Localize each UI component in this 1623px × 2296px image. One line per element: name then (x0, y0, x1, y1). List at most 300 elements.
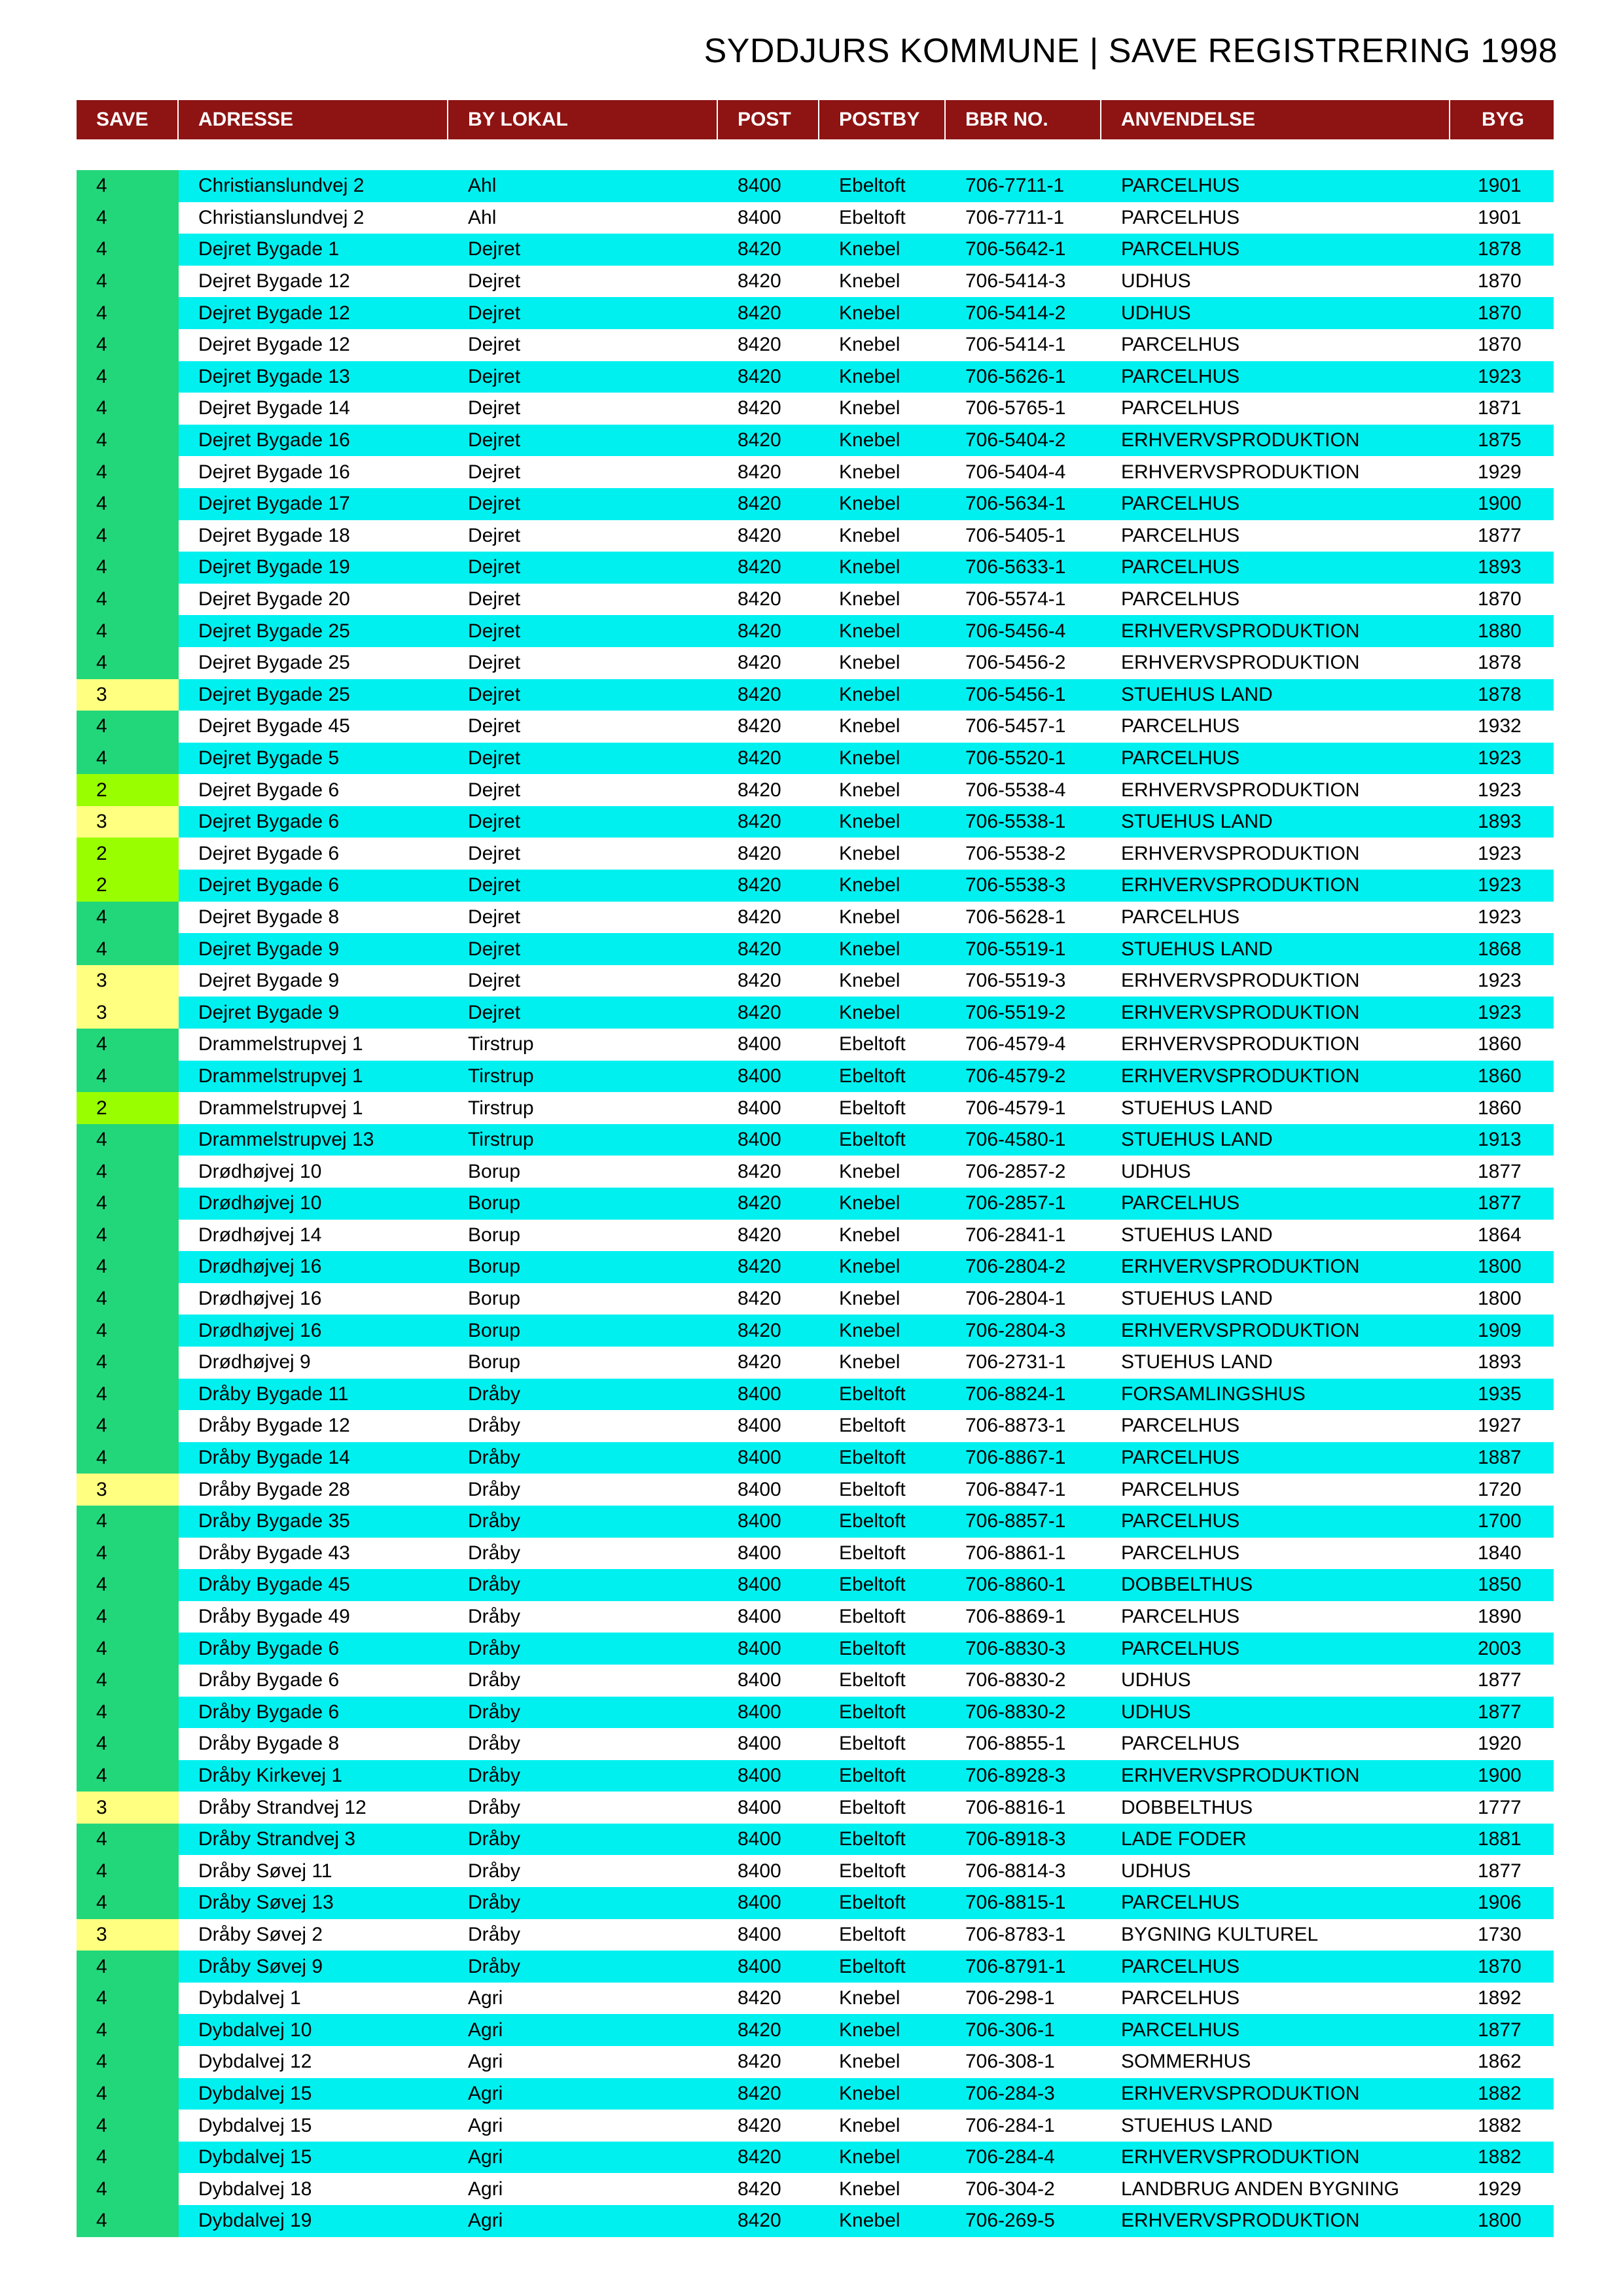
cell-anvendelse: PARCELHUS (1121, 1606, 1240, 1628)
table-row[interactable] (77, 1410, 1554, 1442)
table-row[interactable] (77, 1251, 1554, 1283)
table-row[interactable] (77, 552, 1554, 584)
cell-anvendelse: ERHVERVSPRODUKTION (1121, 842, 1360, 864)
cell-bbr-no: 706-8783-1 (965, 1923, 1066, 1945)
cell-bbr-no: 706-8928-3 (965, 1764, 1066, 1786)
table-row[interactable] (77, 1092, 1554, 1124)
cell-byg: 1870 (1478, 302, 1522, 324)
table-row[interactable] (77, 743, 1554, 775)
cell-bbr-no: 706-8873-1 (965, 1415, 1066, 1437)
header-save[interactable]: SAVE (77, 100, 179, 139)
cell-anvendelse: PARCELHUS (1121, 206, 1240, 228)
cell-adresse: Dejret Bygade 9 (198, 970, 340, 992)
table-row[interactable] (77, 1919, 1554, 1951)
cell-post: 8420 (738, 524, 781, 546)
cell-adresse: Dråby Bygade 43 (198, 1542, 350, 1564)
cell-save: 4 (77, 1379, 179, 1411)
table-row[interactable] (77, 933, 1554, 965)
cell-bbr-no: 706-8830-2 (965, 1701, 1066, 1723)
table-row[interactable] (77, 1442, 1554, 1474)
cell-save: 4 (77, 488, 179, 520)
table-row[interactable] (77, 329, 1554, 361)
cell-post: 8420 (738, 2146, 781, 2168)
cell-post: 8400 (738, 1415, 781, 1437)
cell-by-lokal: Dejret (468, 683, 521, 705)
table-row[interactable] (77, 266, 1554, 298)
cell-save: 4 (77, 2142, 179, 2174)
cell-byg: 1870 (1478, 1955, 1522, 1977)
cell-anvendelse: PARCELHUS (1121, 1510, 1240, 1532)
table-row[interactable] (77, 2046, 1554, 2078)
cell-adresse: Dråby Bygade 11 (198, 1383, 349, 1405)
cell-postby: Knebel (839, 2051, 901, 2073)
cell-by-lokal: Dråby (468, 1923, 521, 1945)
table-row[interactable] (77, 774, 1554, 806)
cell-post: 8420 (738, 397, 781, 419)
cell-postby: Ebeltoft (839, 1383, 906, 1405)
cell-anvendelse: PARCELHUS (1121, 238, 1240, 260)
cell-anvendelse: ERHVERVSPRODUKTION (1121, 2146, 1360, 2168)
cell-save: 4 (77, 1410, 179, 1442)
header-by-lokal[interactable]: BY LOKAL (448, 100, 718, 139)
cell-anvendelse: PARCELHUS (1121, 334, 1240, 356)
cell-bbr-no: 706-8860-1 (965, 1574, 1066, 1596)
cell-adresse: Drødhøjvej 16 (198, 1256, 322, 1278)
table-row[interactable] (77, 1029, 1554, 1061)
cell-anvendelse: STUEHUS LAND (1121, 1224, 1273, 1246)
cell-anvendelse: UDHUS (1121, 270, 1191, 292)
table-row[interactable] (77, 393, 1554, 425)
table-row[interactable] (77, 1379, 1554, 1411)
cell-byg: 1920 (1478, 1733, 1522, 1755)
table-row[interactable] (77, 965, 1554, 997)
cell-byg: 1840 (1478, 1542, 1522, 1564)
cell-by-lokal: Dejret (468, 970, 521, 992)
cell-by-lokal: Dejret (468, 302, 521, 324)
cell-save: 4 (77, 456, 179, 488)
cell-by-lokal: Borup (468, 1224, 521, 1246)
cell-adresse: Dejret Bygade 16 (198, 429, 350, 451)
cell-by-lokal: Agri (468, 2114, 503, 2136)
cell-bbr-no: 706-5414-3 (965, 270, 1066, 292)
cell-bbr-no: 706-2841-1 (965, 1224, 1066, 1246)
cell-adresse: Dråby Bygade 14 (198, 1447, 350, 1469)
cell-post: 8400 (738, 1033, 781, 1055)
table-row[interactable] (77, 1220, 1554, 1252)
cell-postby: Knebel (839, 779, 901, 801)
cell-byg: 1932 (1478, 715, 1522, 737)
cell-byg: 1877 (1478, 1701, 1522, 1723)
cell-save: 4 (77, 615, 179, 647)
cell-anvendelse: PARCELHUS (1121, 1987, 1240, 2009)
cell-byg: 1882 (1478, 2146, 1522, 2168)
cell-postby: Knebel (839, 556, 901, 578)
table-row[interactable] (77, 1887, 1554, 1919)
cell-save: 4 (77, 1665, 179, 1697)
cell-postby: Ebeltoft (839, 1955, 906, 1977)
cell-anvendelse: STUEHUS LAND (1121, 2114, 1273, 2136)
table-row[interactable] (77, 234, 1554, 266)
cell-adresse: Dejret Bygade 16 (198, 461, 350, 483)
cell-anvendelse: ERHVERVSPRODUKTION (1121, 1065, 1360, 1087)
cell-by-lokal: Dråby (468, 1574, 521, 1596)
cell-by-lokal: Dejret (468, 493, 521, 515)
cell-post: 8420 (738, 874, 781, 896)
cell-postby: Knebel (839, 493, 901, 515)
cell-by-lokal: Agri (468, 2146, 503, 2168)
table-row[interactable] (77, 1474, 1554, 1506)
cell-byg: 1923 (1478, 842, 1522, 864)
table-row[interactable] (77, 1951, 1554, 1983)
cell-save: 4 (77, 361, 179, 393)
cell-by-lokal: Dråby (468, 1542, 521, 1564)
cell-byg: 1877 (1478, 2019, 1522, 2041)
header-post[interactable]: POST (718, 100, 819, 139)
header-byg[interactable]: BYG (1482, 109, 1525, 130)
table-row[interactable] (77, 1824, 1554, 1856)
table-row[interactable] (77, 1855, 1554, 1887)
cell-adresse: Christianslundvej 2 (198, 206, 365, 228)
cell-postby: Ebeltoft (839, 1701, 906, 1723)
cell-postby: Knebel (839, 811, 901, 833)
cell-anvendelse: ERHVERVSPRODUKTION (1121, 652, 1360, 674)
table-row[interactable] (77, 838, 1554, 870)
cell-post: 8420 (738, 938, 781, 960)
cell-byg: 1909 (1478, 1319, 1522, 1341)
table-row[interactable] (77, 711, 1554, 743)
cell-post: 8400 (738, 1637, 781, 1659)
cell-by-lokal: Borup (468, 1351, 521, 1373)
table-row[interactable] (77, 1760, 1554, 1792)
table-row[interactable] (77, 361, 1554, 393)
cell-adresse: Dejret Bygade 25 (198, 683, 350, 705)
cell-bbr-no: 706-7711-1 (965, 206, 1065, 228)
cell-save: 4 (77, 1061, 179, 1093)
table-row[interactable] (77, 456, 1554, 488)
cell-byg: 1887 (1478, 1447, 1522, 1469)
table-row[interactable] (77, 2078, 1554, 2110)
table-row[interactable] (77, 2142, 1554, 2174)
cell-postby: Ebeltoft (839, 1510, 906, 1532)
cell-anvendelse: ERHVERVSPRODUKTION (1121, 1319, 1360, 1341)
cell-save: 4 (77, 2046, 179, 2078)
cell-adresse: Dybdalvej 10 (198, 2019, 312, 2041)
table-row[interactable] (77, 1124, 1554, 1156)
cell-post: 8420 (738, 1288, 781, 1310)
cell-anvendelse: PARCELHUS (1121, 1447, 1240, 1469)
cell-bbr-no: 706-5626-1 (965, 365, 1066, 387)
cell-postby: Knebel (839, 683, 901, 705)
cell-bbr-no: 706-8861-1 (965, 1542, 1066, 1564)
cell-post: 8420 (738, 1319, 781, 1341)
cell-byg: 1923 (1478, 1001, 1522, 1023)
cell-anvendelse: UDHUS (1121, 302, 1191, 324)
cell-adresse: Dejret Bygade 12 (198, 334, 350, 356)
table-row[interactable] (77, 870, 1554, 902)
cell-save: 4 (77, 1824, 179, 1856)
cell-byg: 1870 (1478, 334, 1522, 356)
cell-post: 8400 (738, 1828, 781, 1850)
cell-by-lokal: Dråby (468, 1701, 521, 1723)
cell-save: 4 (77, 2205, 179, 2237)
cell-post: 8400 (738, 1542, 781, 1564)
table-row[interactable] (77, 1156, 1554, 1188)
cell-byg: 2003 (1478, 1637, 1522, 1659)
table-row[interactable] (77, 679, 1554, 711)
cell-postby: Ebeltoft (839, 206, 906, 228)
header-bbr-no[interactable]: BBR NO. (946, 100, 1101, 139)
cell-save: 2 (77, 774, 179, 806)
cell-postby: Knebel (839, 588, 901, 610)
cell-byg: 1870 (1478, 270, 1522, 292)
cell-anvendelse: BYGNING KULTUREL (1121, 1923, 1319, 1945)
cell-adresse: Dejret Bygade 6 (198, 874, 340, 896)
header-adresse[interactable]: ADRESSE (179, 100, 448, 139)
cell-adresse: Dråby Søvej 9 (198, 1955, 323, 1977)
table-row[interactable] (77, 1283, 1554, 1315)
cell-by-lokal: Dråby (468, 1764, 521, 1786)
table-row[interactable] (77, 1665, 1554, 1697)
cell-postby: Knebel (839, 842, 901, 864)
table-row[interactable] (77, 1601, 1554, 1633)
cell-byg: 1900 (1478, 493, 1522, 515)
cell-byg: 1923 (1478, 747, 1522, 769)
cell-byg: 1720 (1478, 1478, 1522, 1500)
cell-by-lokal: Borup (468, 1160, 521, 1182)
cell-post: 8420 (738, 1001, 781, 1023)
cell-postby: Knebel (839, 270, 901, 292)
header-postby[interactable]: POSTBY (819, 100, 946, 139)
cell-bbr-no: 706-5633-1 (965, 556, 1066, 578)
table-row[interactable] (77, 806, 1554, 838)
cell-bbr-no: 706-4580-1 (965, 1129, 1066, 1151)
cell-save: 4 (77, 1315, 179, 1347)
cell-adresse: Dejret Bygade 12 (198, 270, 350, 292)
cell-post: 8420 (738, 1351, 781, 1373)
cell-adresse: Drødhøjvej 9 (198, 1351, 311, 1373)
cell-post: 8400 (738, 1510, 781, 1532)
cell-by-lokal: Dejret (468, 588, 521, 610)
cell-adresse: Dejret Bygade 6 (198, 811, 340, 833)
table-row[interactable] (77, 584, 1554, 616)
table-row[interactable] (77, 2014, 1554, 2046)
cell-byg: 1906 (1478, 1892, 1522, 1914)
cell-adresse: Drødhøjvej 16 (198, 1288, 322, 1310)
table-row[interactable] (77, 1983, 1554, 2015)
cell-post: 8420 (738, 2178, 781, 2200)
table-row[interactable] (77, 297, 1554, 329)
cell-save: 4 (77, 266, 179, 298)
cell-save: 3 (77, 1919, 179, 1951)
cell-postby: Knebel (839, 2019, 901, 2041)
table-row[interactable] (77, 1697, 1554, 1729)
cell-adresse: Dråby Strandvej 12 (198, 1796, 366, 1818)
cell-by-lokal: Dejret (468, 747, 521, 769)
cell-by-lokal: Dråby (468, 1606, 521, 1628)
cell-by-lokal: Dråby (468, 1383, 521, 1405)
cell-anvendelse: PARCELHUS (1121, 1733, 1240, 1755)
cell-anvendelse: ERHVERVSPRODUKTION (1121, 2082, 1360, 2104)
cell-by-lokal: Tirstrup (468, 1097, 534, 1119)
cell-byg: 1923 (1478, 970, 1522, 992)
cell-anvendelse: PARCELHUS (1121, 715, 1240, 737)
cell-bbr-no: 706-308-1 (965, 2051, 1055, 2073)
cell-anvendelse: PARCELHUS (1121, 1478, 1240, 1500)
table-row[interactable] (77, 1633, 1554, 1665)
cell-byg: 1913 (1478, 1129, 1522, 1151)
table-row[interactable] (77, 647, 1554, 679)
cell-by-lokal: Tirstrup (468, 1129, 534, 1151)
cell-by-lokal: Dråby (468, 1510, 521, 1532)
cell-save: 3 (77, 679, 179, 711)
cell-postby: Ebeltoft (839, 1828, 906, 1850)
cell-postby: Knebel (839, 652, 901, 674)
cell-byg: 1935 (1478, 1383, 1522, 1405)
cell-by-lokal: Dejret (468, 524, 521, 546)
cell-byg: 1923 (1478, 779, 1522, 801)
table-row[interactable] (77, 1538, 1554, 1570)
cell-post: 8420 (738, 270, 781, 292)
table-row[interactable] (77, 615, 1554, 647)
cell-postby: Knebel (839, 397, 901, 419)
cell-save: 4 (77, 1442, 179, 1474)
cell-post: 8400 (738, 1097, 781, 1119)
cell-by-lokal: Dejret (468, 556, 521, 578)
cell-byg: 1900 (1478, 1764, 1522, 1786)
cell-bbr-no: 706-304-2 (965, 2178, 1055, 2200)
cell-post: 8420 (738, 1192, 781, 1214)
cell-postby: Knebel (839, 874, 901, 896)
cell-by-lokal: Dejret (468, 938, 521, 960)
cell-anvendelse: ERHVERVSPRODUKTION (1121, 1033, 1360, 1055)
cell-adresse: Dejret Bygade 9 (198, 938, 340, 960)
cell-bbr-no: 706-7711-1 (965, 175, 1065, 197)
cell-bbr-no: 706-2804-1 (965, 1288, 1066, 1310)
header-anvendelse[interactable]: ANVENDELSE (1101, 100, 1450, 139)
cell-save: 4 (77, 743, 179, 775)
cell-adresse: Dybdalvej 15 (198, 2082, 312, 2104)
cell-post: 8420 (738, 2114, 781, 2136)
cell-save: 4 (77, 1156, 179, 1188)
cell-by-lokal: Dejret (468, 365, 521, 387)
table-row[interactable] (77, 2110, 1554, 2142)
cell-by-lokal: Dejret (468, 334, 521, 356)
cell-bbr-no: 706-284-3 (965, 2082, 1055, 2104)
cell-adresse: Dråby Søvej 2 (198, 1923, 323, 1945)
cell-adresse: Dråby Strandvej 3 (198, 1828, 356, 1850)
table-row[interactable] (77, 1728, 1554, 1760)
cell-byg: 1800 (1478, 1288, 1522, 1310)
cell-post: 8420 (738, 747, 781, 769)
table-row[interactable] (77, 997, 1554, 1029)
table-row[interactable] (77, 1347, 1554, 1379)
table-row[interactable] (77, 1506, 1554, 1538)
cell-bbr-no: 706-5642-1 (965, 238, 1066, 260)
cell-anvendelse: STUEHUS LAND (1121, 938, 1273, 960)
cell-save: 4 (77, 552, 179, 584)
cell-anvendelse: PARCELHUS (1121, 1192, 1240, 1214)
cell-byg: 1880 (1478, 620, 1522, 642)
table-row[interactable] (77, 488, 1554, 520)
cell-anvendelse: DOBBELTHUS (1121, 1796, 1253, 1818)
cell-postby: Knebel (839, 1288, 901, 1310)
table-row[interactable] (77, 520, 1554, 552)
cell-byg: 1890 (1478, 1606, 1522, 1628)
cell-save: 4 (77, 647, 179, 679)
cell-byg: 1881 (1478, 1828, 1522, 1850)
table-row[interactable] (77, 1061, 1554, 1093)
cell-by-lokal: Agri (468, 1987, 503, 2009)
cell-postby: Knebel (839, 620, 901, 642)
cell-adresse: Drammelstrupvej 1 (198, 1065, 363, 1087)
cell-bbr-no: 706-8830-3 (965, 1637, 1066, 1659)
cell-postby: Ebeltoft (839, 1923, 906, 1945)
cell-anvendelse: ERHVERVSPRODUKTION (1121, 620, 1360, 642)
cell-adresse: Drammelstrupvej 1 (198, 1097, 363, 1119)
cell-save: 4 (77, 202, 179, 234)
table-row[interactable] (77, 1315, 1554, 1347)
cell-postby: Knebel (839, 970, 901, 992)
cell-bbr-no: 706-8855-1 (965, 1733, 1066, 1755)
cell-bbr-no: 706-5538-3 (965, 874, 1066, 896)
cell-byg: 1927 (1478, 1415, 1522, 1437)
cell-anvendelse: ERHVERVSPRODUKTION (1121, 779, 1360, 801)
cell-byg: 1878 (1478, 652, 1522, 674)
cell-bbr-no: 706-5634-1 (965, 493, 1066, 515)
table-row[interactable] (77, 2205, 1554, 2237)
table-row[interactable] (77, 1792, 1554, 1824)
table-row[interactable] (77, 1569, 1554, 1601)
table-row[interactable] (77, 202, 1554, 234)
table-row[interactable] (77, 902, 1554, 934)
cell-adresse: Dybdalvej 1 (198, 1987, 301, 2009)
cell-postby: Knebel (839, 302, 901, 324)
cell-adresse: Dejret Bygade 17 (198, 493, 350, 515)
table-row[interactable] (77, 1188, 1554, 1220)
cell-anvendelse: LANDBRUG ANDEN BYGNING (1121, 2178, 1400, 2200)
cell-bbr-no: 706-5519-1 (965, 938, 1066, 960)
cell-byg: 1860 (1478, 1033, 1522, 1055)
cell-anvendelse: UDHUS (1121, 1860, 1191, 1882)
table-row[interactable] (77, 2173, 1554, 2205)
cell-by-lokal: Borup (468, 1319, 521, 1341)
cell-save: 4 (77, 1124, 179, 1156)
cell-bbr-no: 706-5457-1 (965, 715, 1066, 737)
cell-post: 8420 (738, 906, 781, 928)
cell-by-lokal: Borup (468, 1192, 521, 1214)
cell-anvendelse: UDHUS (1121, 1669, 1191, 1691)
table-row[interactable] (77, 170, 1554, 202)
cell-bbr-no: 706-5538-1 (965, 811, 1066, 833)
cell-byg: 1923 (1478, 874, 1522, 896)
cell-bbr-no: 706-2857-1 (965, 1192, 1066, 1214)
cell-postby: Ebeltoft (839, 1065, 906, 1087)
cell-adresse: Drødhøjvej 16 (198, 1319, 322, 1341)
cell-byg: 1877 (1478, 524, 1522, 546)
table-row[interactable] (77, 425, 1554, 457)
cell-save: 4 (77, 1951, 179, 1983)
cell-postby: Knebel (839, 747, 901, 769)
cell-byg: 1878 (1478, 683, 1522, 705)
cell-adresse: Dejret Bygade 18 (198, 524, 350, 546)
cell-postby: Ebeltoft (839, 1606, 906, 1628)
cell-bbr-no: 706-5765-1 (965, 397, 1066, 419)
cell-save: 4 (77, 520, 179, 552)
cell-save: 4 (77, 2110, 179, 2142)
cell-bbr-no: 706-8867-1 (965, 1447, 1066, 1469)
cell-anvendelse: PARCELHUS (1121, 1637, 1240, 1659)
cell-adresse: Dråby Bygade 6 (198, 1701, 340, 1723)
